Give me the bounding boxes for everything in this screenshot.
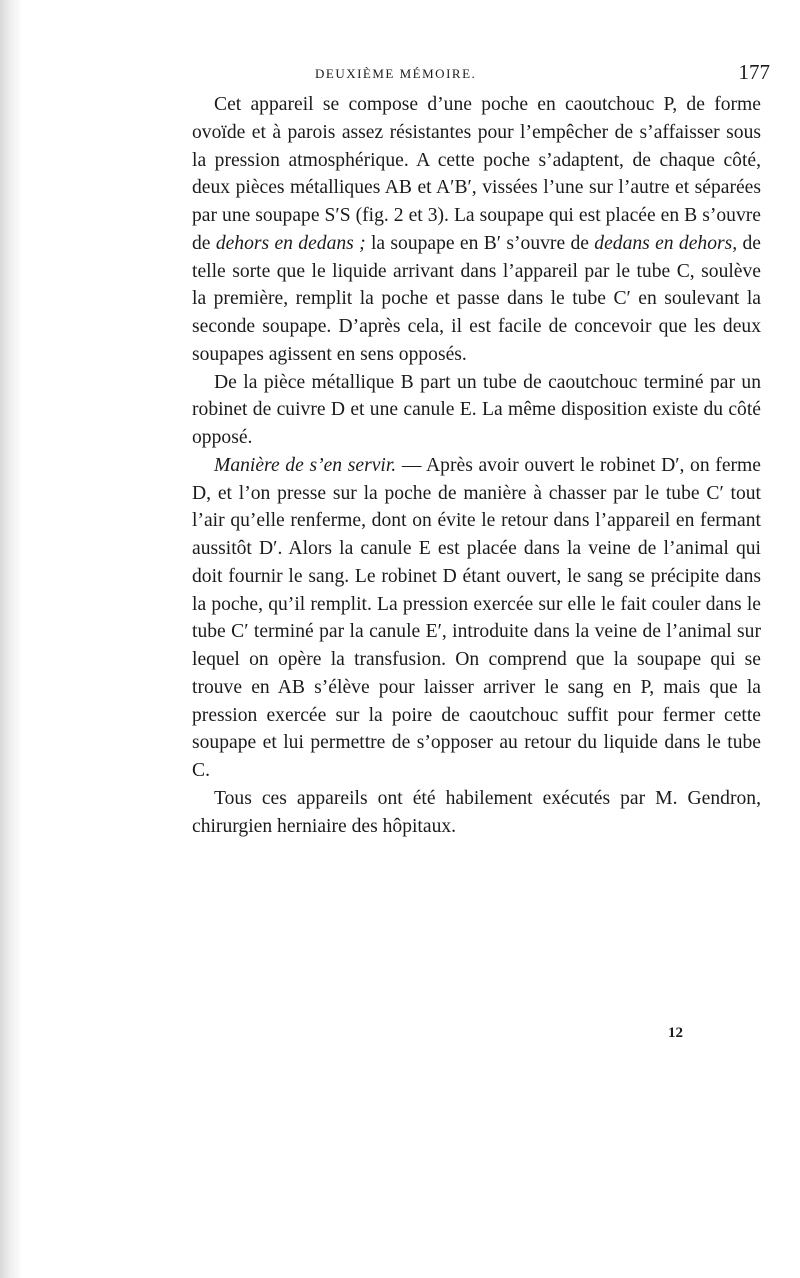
text-run: Cet appareil se compose d’une poche en caoutchouc P, de forme ovoïde et à parois assez résistantes pour l’empêcher de s’affaisser sous la pression atmosphérique. A cette poche s’adaptent, de chaque côté, deux pièces métalliques AB et A′B′, vissées l’une sur l’autre et séparées par une soupape S′S (fig. 2 et 3). La soupape qui est placée en B s’ouvre de: [192, 94, 761, 254]
paragraph: [192, 785, 761, 841]
body-text: [192, 91, 761, 840]
paragraph: [192, 91, 761, 369]
paragraph: [192, 369, 761, 452]
page-number: 177: [738, 60, 770, 84]
paragraph: [192, 452, 761, 785]
text-run: — Après avoir ouvert le robinet D′, on ferme D, et l’on presse sur la poche de manière à chasser par le tube C′ tout l’air qu’elle renferme, dont on évite le retour dans l’appareil en fermant aussitôt D′. Alors la canule E est placée dans la veine de l’animal qui doit fournir le sang. Le robinet D étant ouvert, le sang se précipite dans la poche, qu’il remplit. La pression exercée sur elle le fait couler dans le tube C′ terminé par la canule E′, introduite dans la veine de l’animal sur lequel on opère la transfusion. On comprend que la soupape qui se trouve en AB s’élève pour laisser arriver le sang en P, mais que la pression exercée sur la poire de caoutchouc suffit pour fermer cette soupape et lui permettre de s’opposer au retour du liquide dans le tube C.: [192, 454, 761, 781]
italic-text: Manière de s’en servir.: [214, 454, 397, 476]
text-run: Tous ces appareils ont été habilement exécutés par M. Gendron, chirurgien herniaire des hôpitaux.: [192, 787, 761, 837]
text-run: De la pièce métallique B part un tube de caoutchouc terminé par un robinet de cuivre D et une canule E. La même disposition existe du côté opposé.: [192, 371, 761, 448]
signature-mark: 12: [668, 1025, 683, 1041]
text-run: de telle sorte que le liquide arrivant dans l’appareil par le tube C, soulève la première, remplit la poche et passe dans le tube C′ en soulevant la seconde soupape. D’après cela, il est facile de concevoir que les deux soupapes agissent en sens opposés.: [192, 232, 761, 365]
running-head: [175, 60, 770, 86]
text-run: la soupape en B′ s’ouvre de: [365, 232, 595, 254]
italic-text: dehors en dedans ;: [215, 232, 366, 254]
italic-text: dedans en dehors,: [594, 232, 738, 254]
running-title: DEUXIÈME MÉMOIRE.: [315, 66, 477, 81]
